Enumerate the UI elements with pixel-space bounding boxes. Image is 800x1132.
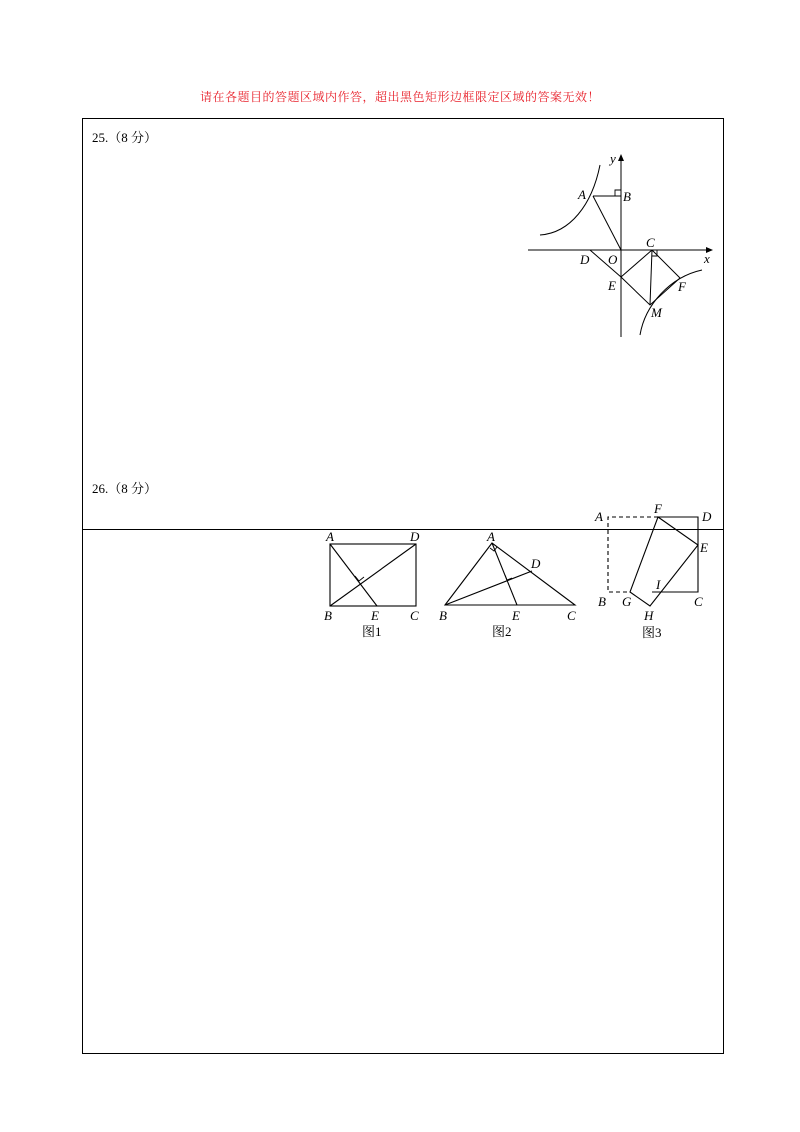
question-26-figure-3: [590, 500, 720, 650]
label-B: B: [623, 189, 631, 204]
answer-area-notice: 请在各题目的答题区域内作答，超出黑色矩形边框限定区域的答案无效！: [199, 90, 600, 104]
hyperbola-branch-lower-right: [640, 270, 702, 335]
fig2-label-B: B: [439, 608, 447, 623]
fig3-label-G: G: [622, 594, 632, 609]
label-A: A: [578, 187, 586, 202]
dashed-edge-A-B: [608, 517, 658, 592]
segment-A-O: [593, 196, 621, 250]
fig2-label-C: C: [567, 608, 576, 623]
folded-quadrilateral-F-E-H-G: [630, 517, 698, 606]
segment-E-C: [621, 250, 652, 277]
fig3-label-I: I: [656, 577, 661, 592]
label-M: M: [651, 305, 662, 320]
fig1-label-A: A: [326, 529, 334, 544]
fig3-label-D: D: [702, 509, 712, 524]
triangle-ABC: [445, 543, 575, 605]
question-26-figure-1: [320, 528, 430, 648]
label-y: y: [610, 151, 616, 166]
fig2-label-D: D: [531, 556, 541, 571]
label-E: E: [608, 278, 616, 293]
label-C: C: [646, 235, 655, 250]
fig3-label-F: F: [654, 501, 662, 516]
question-25-label: 25.（8 分）: [92, 130, 158, 145]
fig1-label-B: B: [324, 608, 332, 623]
fig2-caption: 图2: [492, 624, 512, 639]
segment-C-M: [650, 250, 652, 305]
label-O: O: [608, 252, 618, 267]
hyperbola-branch-upper-left: [540, 165, 600, 235]
question-26-label: 26.（8 分）: [92, 481, 158, 496]
question-26-figure-2: [435, 528, 585, 648]
fig1-label-E: E: [371, 608, 379, 623]
diagonal-B-D: [330, 544, 416, 606]
segment-A-E: [330, 544, 377, 606]
fig3-label-A: A: [595, 509, 603, 524]
fig1-caption: 图1: [362, 624, 382, 639]
label-F: F: [678, 279, 686, 294]
fig3-label-E: E: [700, 540, 708, 555]
right-angle-mark-B: [615, 190, 621, 196]
label-D: D: [580, 252, 590, 267]
fig3-label-B: B: [598, 594, 606, 609]
fig3-label-C: C: [694, 594, 703, 609]
fig2-label-A: A: [487, 529, 495, 544]
fig1-label-D: D: [410, 529, 420, 544]
question-25-figure: [520, 145, 720, 345]
fig3-caption: 图3: [642, 625, 662, 640]
label-x: x: [704, 251, 710, 266]
fig3-label-H: H: [644, 608, 654, 623]
fig2-label-E: E: [512, 608, 520, 623]
fig1-label-C: C: [410, 608, 419, 623]
